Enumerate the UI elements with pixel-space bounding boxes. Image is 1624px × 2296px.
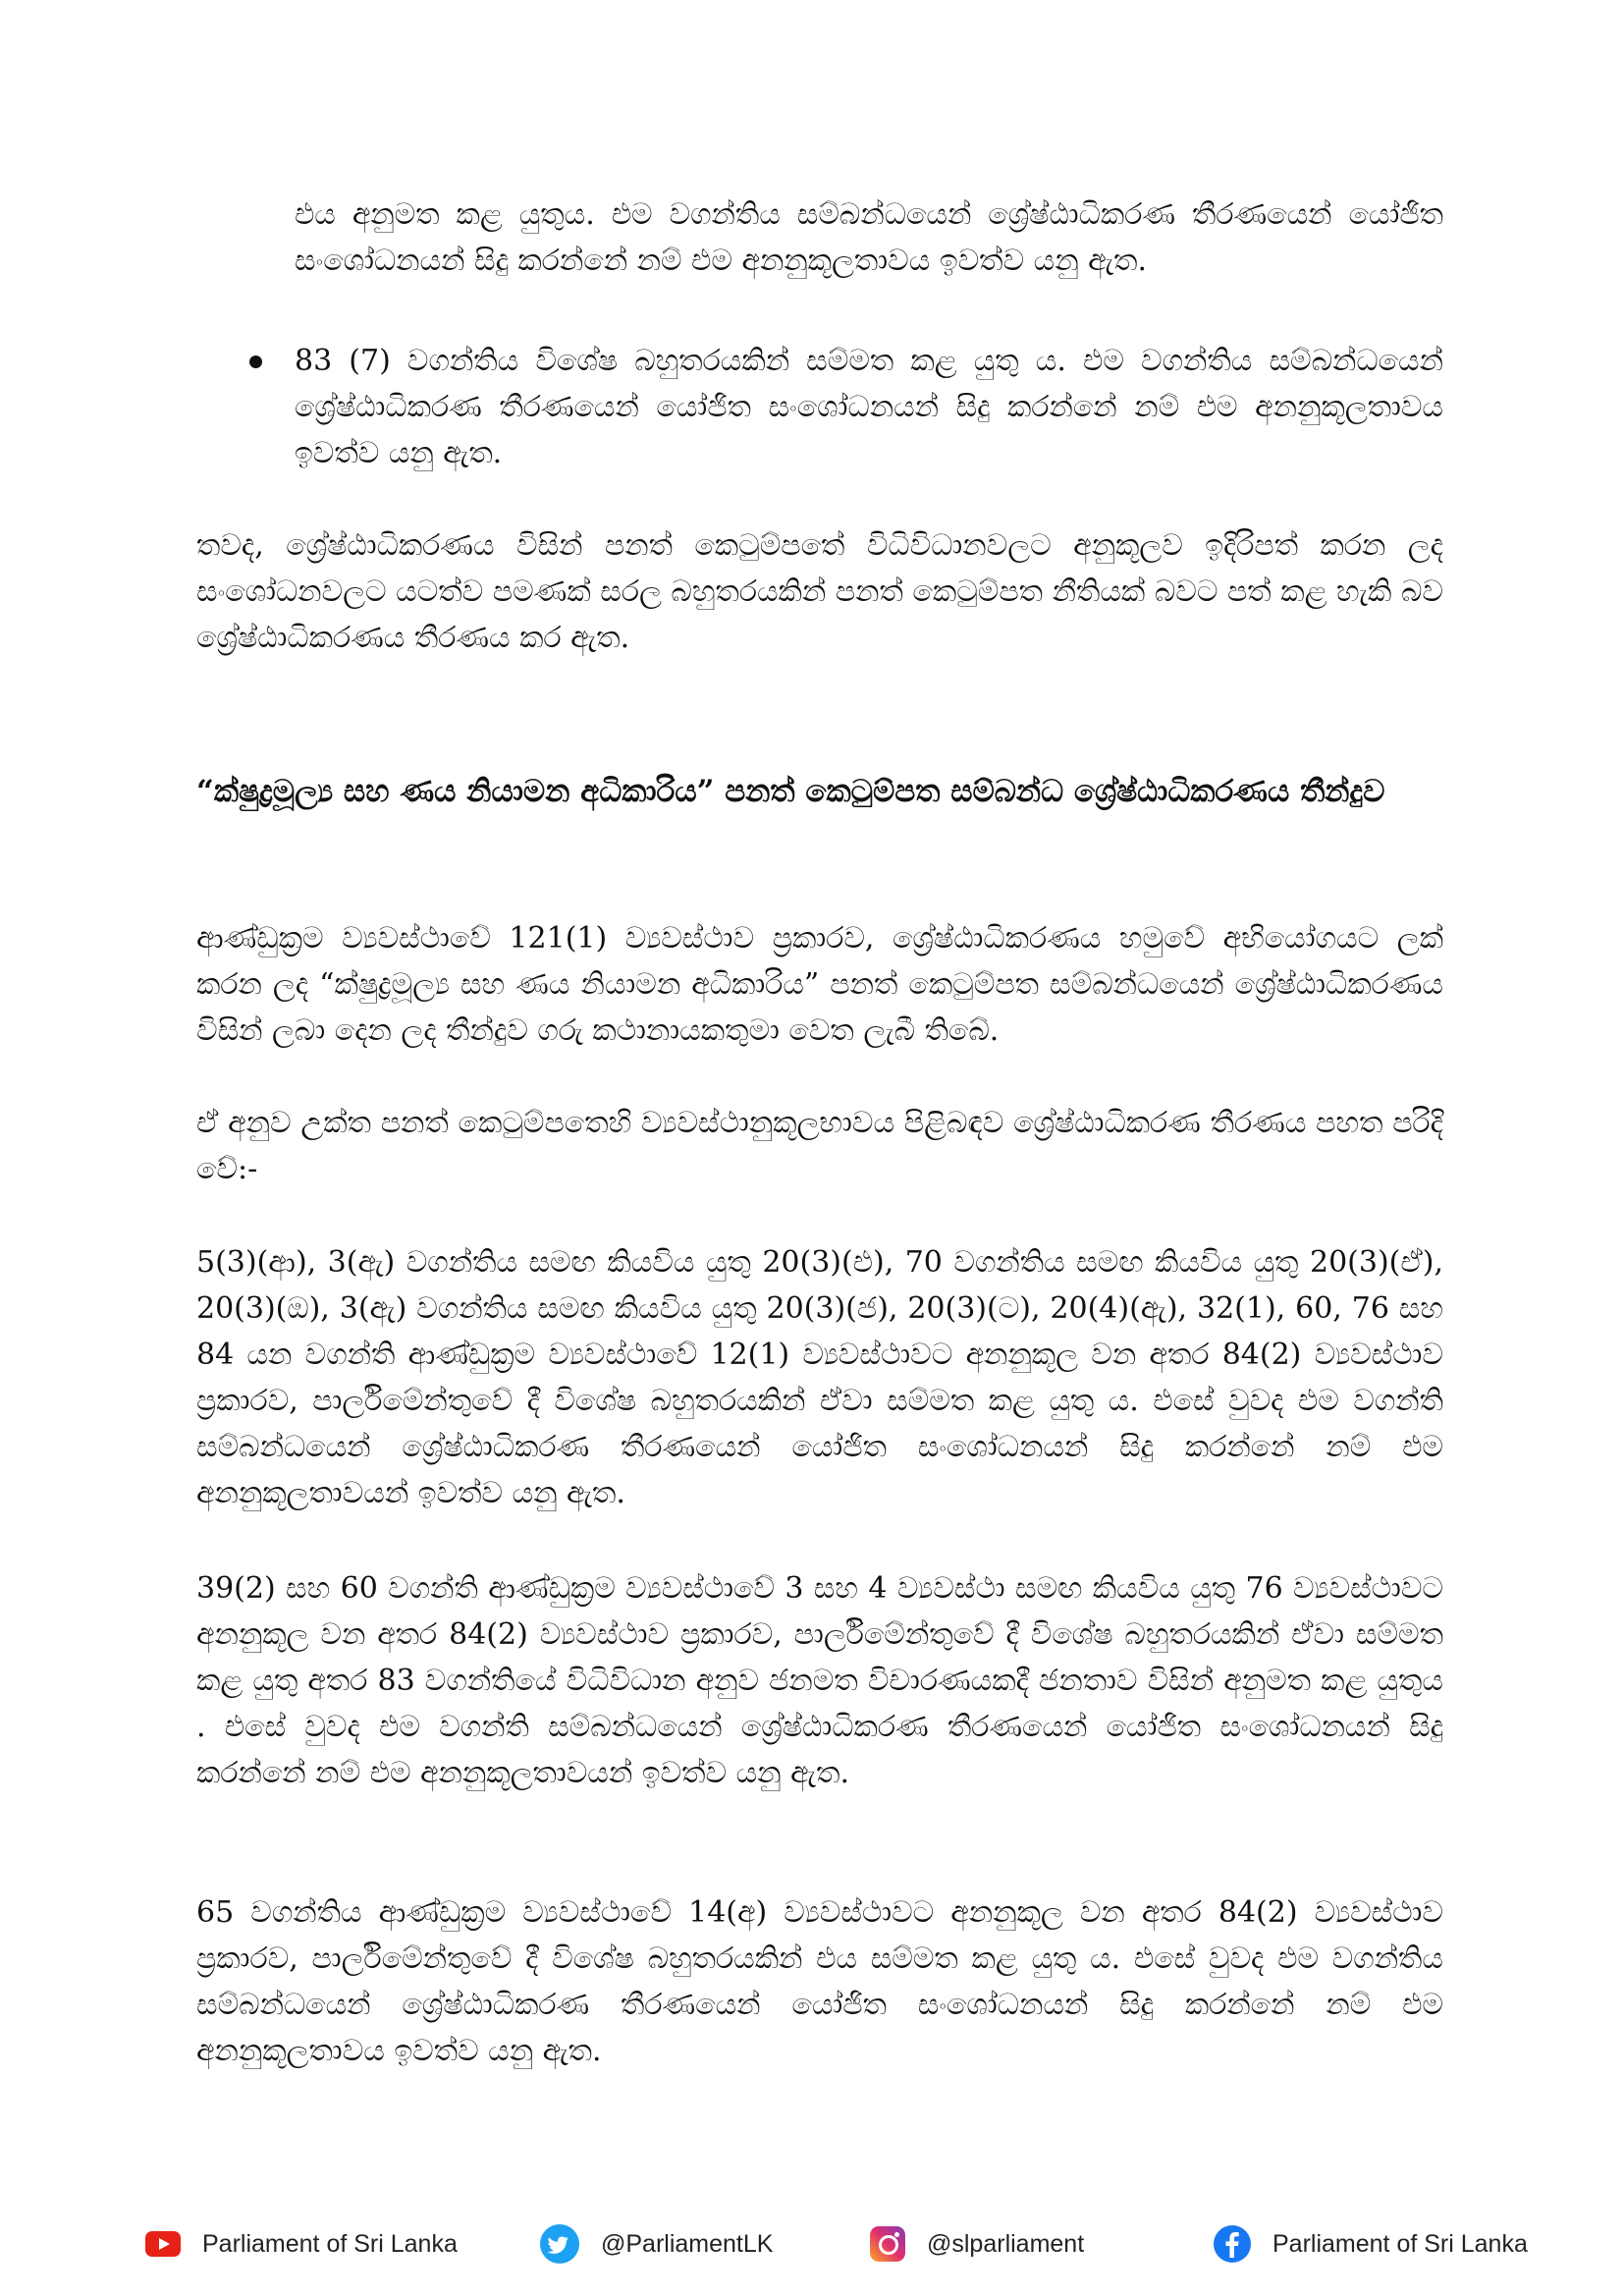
- paragraph-determination-intro: ආණ්ඩුක්‍රම ව්‍යවස්ථාවේ 121(1) ව්‍යවස්ථාව ප්‍රකාරව, ශ්‍රේෂ්ඨාධිකරණය හමුවේ අභියෝගයට ලක් කරන ලද “ක්ෂුද්‍රමූල්‍ය සහ ණය නියාමන අධිකාරිය” පනත් කෙටුම්පත සම්බන්ධයෙන් ශ්‍රේෂ්ඨාධිකරණය විසින් ලබා දෙන ලද තීන්දුව ගරු කථානායකතුමා වෙත ලැබී තිබේ.: [196, 921, 1443, 1048]
- bullet-item-83-7: 83 (7) වගන්තිය විශේෂ බහුතරයකින් සම්මත කළ යුතු ය. එම වගන්තිය සම්බන්ධයෙන් ශ්‍රේෂ්ඨාධිකරණ තීරණයෙන් යෝජිත සංශෝධනයන් සිදු කරන්නේ නම් එම අනනුකූලතාවය ඉවත්ව යනු ඇත.: [295, 344, 1443, 470]
- footer-youtube[interactable]: [145, 2221, 458, 2267]
- instagram-label: @slparliament: [927, 2229, 1085, 2258]
- facebook-icon: [1214, 2225, 1251, 2263]
- instagram-icon: [870, 2226, 905, 2262]
- footer-instagram[interactable]: [870, 2221, 1084, 2267]
- paragraph-determination-lead: ඒ අනුව උක්ත පනත් කෙටුම්පතෙහි ව්‍යවස්ථානුකූලභාවය පිළිබඳව ශ්‍රේෂ්ඨාධිකරණ තීරණය පහත පරිදි වේ:-: [196, 1106, 1443, 1186]
- facebook-label: Parliament of Sri Lanka: [1272, 2229, 1528, 2258]
- paragraph-clause-65: 65 වගන්තිය ආණ්ඩුක්‍රම ව්‍යවස්ථාවේ 14(අ) ව්‍යවස්ථාවට අනනුකූල වන අතර 84(2) ව්‍යවස්ථාව ප්‍රකාරව, පාර්ලිමේන්තුවේ දී විශේෂ බහුතරයකින් එය සම්මත කළ යුතු ය. එසේ වුවද එම වගන්තිය සම්බන්ධයෙන් ශ්‍රේෂ්ඨාධිකරණ තීරණයෙන් යෝජිත සංශෝධනයන් සිදු කරන්නේ නම් එම අනනුකූලතාවය ඉවත්ව යනු ඇත.: [196, 1895, 1443, 2068]
- section-heading: “ක්ෂුද්‍රමූල්‍ය සහ ණය නියාමන අධිකාරිය” පනත් කෙටුම්පත සම්බන්ධ ශ්‍රේෂ්ඨාධිකරණය තීන්දුව: [196, 774, 1385, 809]
- youtube-label: Parliament of Sri Lanka: [202, 2229, 458, 2258]
- youtube-icon: [145, 2231, 181, 2257]
- footer-facebook[interactable]: [1214, 2221, 1528, 2267]
- bullet-icon: [249, 355, 262, 368]
- social-footer: [0, 2221, 1624, 2267]
- footer-twitter[interactable]: [540, 2221, 773, 2267]
- twitter-icon: [540, 2224, 579, 2264]
- paragraph-clauses-12-1: 5(3)(ආ), 3(ඇ) වගන්තිය සමඟ කියවිය යුතු 20(3)(එ), 70 වගන්තිය සමඟ කියවිය යුතු 20(3)(ඒ), 20(3)(ඔ), 3(ඇ) වගන්තිය සමඟ කියවිය යුතු 20(3)(ජ), 20(3)(ට), 20(4)(ඇ), 32(1), 60, 76 සහ 84 යන වගන්ති ආණ්ඩුක්‍රම ව්‍යවස්ථාවේ 12(1) ව්‍යවස්ථාවට අනනුකූල වන අතර 84(2) ව්‍යවස්ථාව ප්‍රකාරව, පාර්ලිමේන්තුවේ දී විශේෂ බහුතරයකින් ඒවා සම්මත කළ යුතු ය. එසේ වුවද එම වගන්ති සම්බන්ධයෙන් ශ්‍රේෂ්ඨාධිකරණ තීරණයෙන් යෝජිත සංශෝධනයන් සිදු කරන්නේ නම් එම අනනුකූලතාවයන් ඉවත්ව යනු ඇත.: [196, 1245, 1443, 1510]
- paragraph-continuation: එය අනුමත කළ යුතුය. එම වගන්තිය සම්බන්ධයෙන් ශ්‍රේෂ්ඨාධිකරණ තීරණයෙන් යෝජිත සංශෝධනයන් සිදු කරන්නේ නම් එම අනනුකූලතාවය ඉවත්ව යනු ඇත.: [295, 197, 1443, 278]
- paragraph-clauses-39-2: 39(2) සහ 60 වගන්ති ආණ්ඩුක්‍රම ව්‍යවස්ථාවේ 3 සහ 4 ව්‍යවස්ථා සමඟ කියවිය යුතු 76 ව්‍යවස්ථාවට අනනුකූල වන අතර 84(2) ව්‍යවස්ථාව ප්‍රකාරව, පාර්ලිමේන්තුවේ දී විශේෂ බහුතරයකින් ඒවා සම්මත කළ යුතු අතර 83 වගන්තියේ විධිවිධාන අනුව ජනමත විචාරණයකදී ජනතාව විසින් අනුමත කළ යුතුය . එසේ වුවද එම වගන්ති සම්බන්ධයෙන් ශ්‍රේෂ්ඨාධිකරණ තීරණයෙන් යෝජිත සංශෝධනයන් සිදු කරන්නේ නම් එම අනනුකූලතාවයන් ඉවත්ව යනු ඇත.: [196, 1571, 1443, 1790]
- twitter-label: @ParliamentLK: [601, 2229, 774, 2258]
- paragraph-majority-note: තවද, ශ්‍රේෂ්ඨාධිකරණය විසින් පනත් කෙටුම්පතේ විධිවිධානවලට අනුකූලව ඉදිරිපත් කරන ලද සංශෝධනවලට යටත්ව පමණක් සරල බහුතරයකින් පනත් කෙටුම්පත නීතියක් බවට පත් කළ හැකි බව ශ්‍රේෂ්ඨාධිකරණය තීරණය කර ඇත.: [196, 528, 1443, 655]
